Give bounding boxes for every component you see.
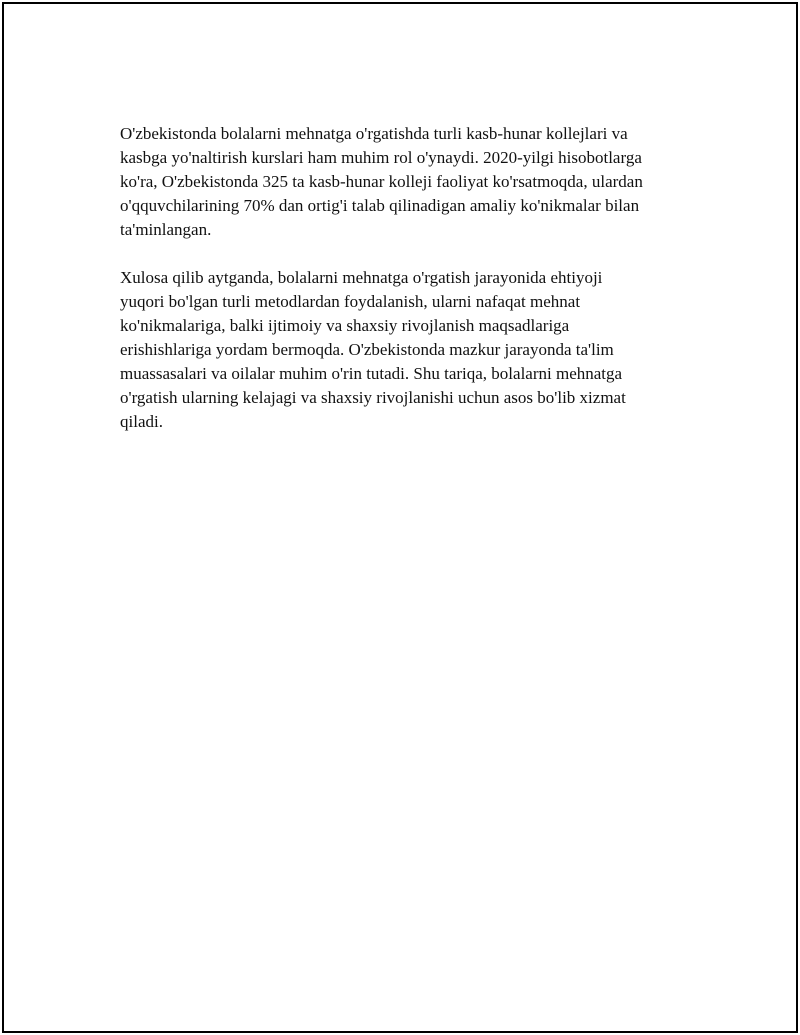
text-line: kasbga yo'naltirish kurslari ham muhim rol o'ynaydi. 2020-yilgi hisobotlarga [120,148,642,167]
text-line: Xulosa qilib aytganda, bolalarni mehnatga o'rgatish jarayonida ehtiyoji [120,268,603,287]
text-line: muassasalari va oilalar muhim o'rin tutadi. Shu tariqa, bolalarni mehnatga [120,364,623,383]
paragraph-conclusion [120,266,700,434]
text-line: ko'ra, O'zbekistonda 325 ta kasb-hunar kolleji faoliyat ko'rsatmoqda, ulardan [120,172,643,191]
document-page [2,2,798,1033]
text-line: o'rgatish ularning kelajagi va shaxsiy rivojlanishi uchun asos bo'lib xizmat [120,388,626,407]
text-line: o'qquvchilarining 70% dan ortig'i talab qilinadigan amaliy ko'nikmalar bilan [120,196,640,215]
text-line: ko'nikmalariga, balki ijtimoiy va shaxsiy rivojlanish maqsadlariga [120,316,570,335]
text-line: O'zbekistonda bolalarni mehnatga o'rgatishda turli kasb-hunar kollejlari va [120,124,628,143]
text-line: ta'minlangan. [120,220,212,239]
paragraph-vocational-colleges [120,122,700,242]
text-line: erishishlariga yordam bermoqda. O'zbekistonda mazkur jarayonda ta'lim [120,340,614,359]
document-body [120,122,700,458]
text-line: yuqori bo'lgan turli metodlardan foydalanish, ularni nafaqat mehnat [120,292,581,311]
text-line: qiladi. [120,412,163,431]
